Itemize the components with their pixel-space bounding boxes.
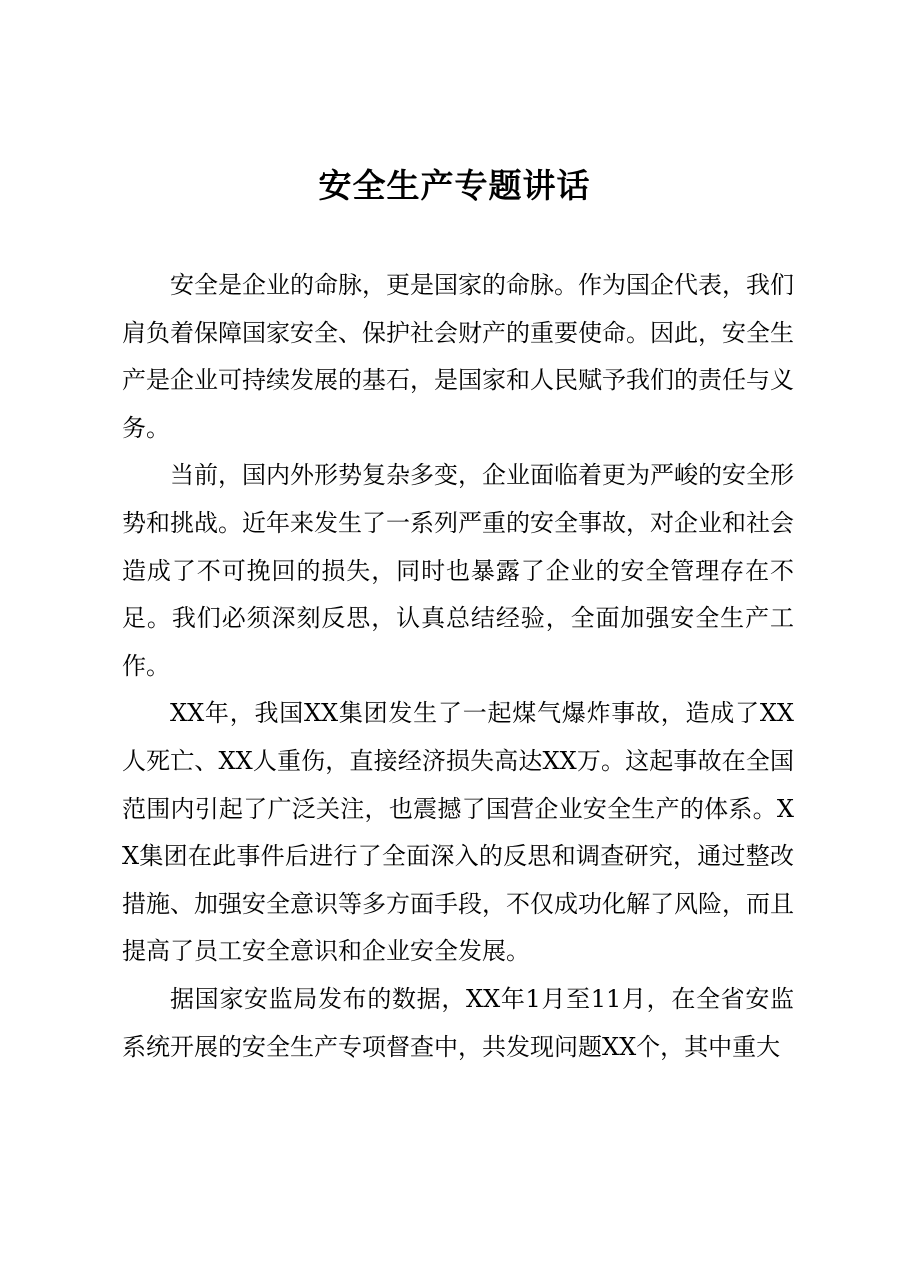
paragraph-3: XX年，我国XX集团发生了一起煤气爆炸事故，造成了XX人死亡、XX人重伤，直接经济损失高达XX万。这起事故在全国范围内引起了广泛关注，也震撼了国营企业安全生产的体系。XX集团在此事件后进行了全面深入的反思和调查研究，通过整改措施、加强安全意识等多方面手段，不仅成功化解了风险，而且提高了员工安全意识和企业安全发展。 [122,699,794,966]
paragraph-4: 据国家安监局发布的数据，XX年1月至11月，在全省安监系统开展的安全生产专项督查中，共发现问题XX个，其中重大 [122,984,794,1061]
paragraph-2: 当前，国内外形势复杂多变，企业面临着更为严峻的安全形势和挑战。近年来发生了一系列严重的安全事故，对企业和社会造成了不可挽回的损失，同时也暴露了企业的安全管理存在不足。我们必须深刻反思，认真总结经验，全面加强安全生产工作。 [122,461,794,680]
paragraph-1: 安全是企业的命脉，更是国家的命脉。作为国企代表，我们肩负着保障国家安全、保护社会财产的重要使命。因此，安全生产是企业可持续发展的基石，是国家和人民赋予我们的责任与义务。 [122,271,794,442]
document-title: 安全生产专题讲话 [318,166,591,205]
document-body [122,262,794,1071]
